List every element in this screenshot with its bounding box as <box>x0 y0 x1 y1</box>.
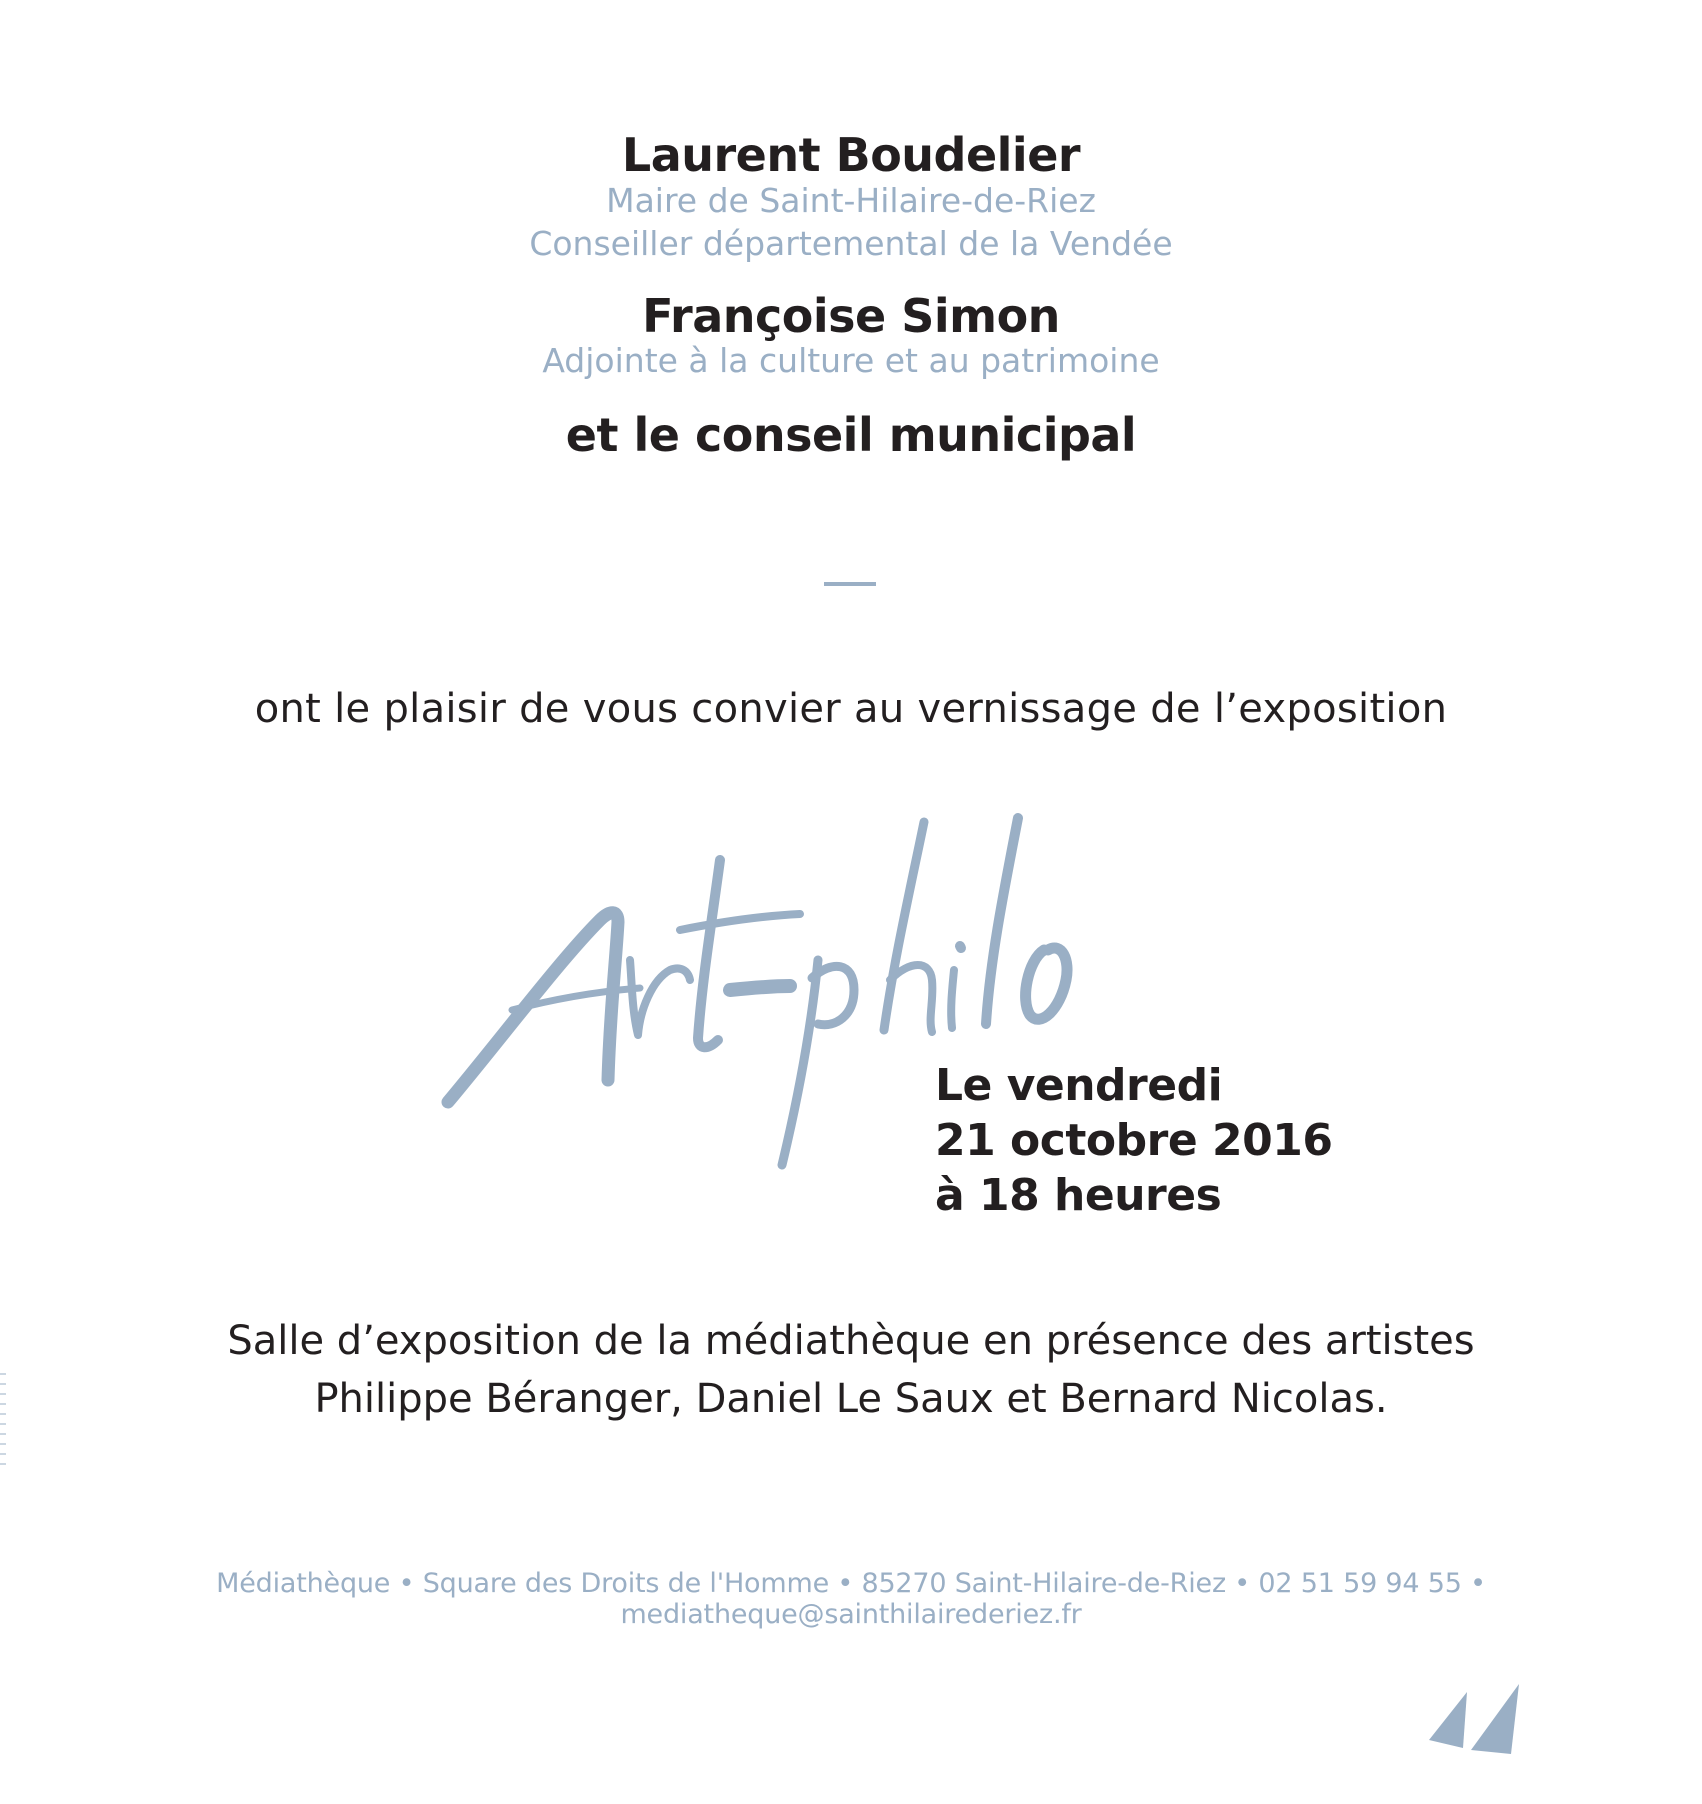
footer <box>0 1568 1702 1630</box>
host-1-roles <box>0 180 1702 266</box>
host-2 <box>0 289 1702 343</box>
host-2-name: Françoise Simon <box>642 289 1060 343</box>
host-2-role-1: Adjointe à la culture et au patrimoine <box>542 341 1160 380</box>
divider <box>824 582 876 586</box>
venue-line-2: Philippe Béranger, Daniel Le Saux et Bernard Nicolas. <box>314 1376 1388 1422</box>
host-2-roles <box>0 340 1702 383</box>
side-mark <box>0 1370 8 1470</box>
host-1-name: Laurent Boudelier <box>621 128 1081 182</box>
venue-line-1: Salle d’exposition de la médiathèque en présence des artistes <box>227 1318 1475 1364</box>
council <box>0 408 1702 462</box>
host-1-role-2: Conseiller départemental de la Vendée <box>529 223 1173 263</box>
venue <box>0 1312 1702 1428</box>
event-date <box>935 1058 1332 1223</box>
council-text: et le conseil municipal <box>565 408 1137 462</box>
event-time: à 18 heures <box>935 1170 1222 1221</box>
double-sail-logo-icon <box>1425 1678 1525 1758</box>
footer-contact: Médiathèque • Square des Droits de l'Homme • 85270 Saint-Hilaire-de-Riez • 02 51 59 94 55 • mediatheque@sainthilairederiez.fr <box>216 1568 1486 1630</box>
host-1 <box>0 128 1702 182</box>
host-1-role-1: Maire de Saint-Hilaire-de-Riez <box>606 181 1096 220</box>
invitation-text: ont le plaisir de vous convier au vernissage de l’exposition <box>254 686 1448 732</box>
invitation <box>0 686 1702 732</box>
event-day: Le vendredi <box>935 1060 1223 1111</box>
event-date-text: 21 octobre 2016 <box>935 1115 1333 1166</box>
